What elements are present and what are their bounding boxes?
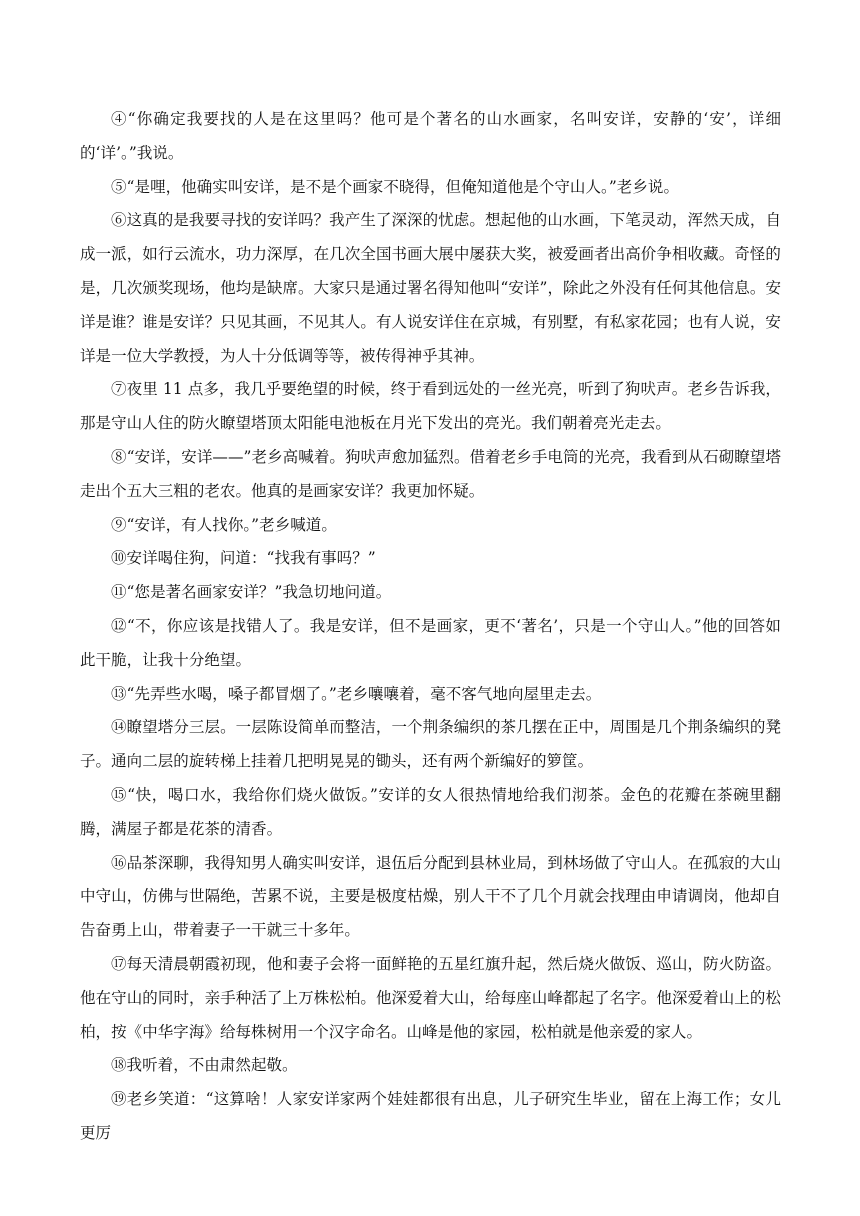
paragraph-15: ⑮“快，喝口水，我给你们烧火做饭。”安详的女人很热情地给我们沏茶。金色的花瓣在茶碗里翻腾，满屋子都是花茶的清香。 (80, 785, 781, 838)
paragraph-5: ⑤“是哩，他确实叫安详，是不是个画家不晓得，但俺知道他是个守山人。”老乡说。 (111, 177, 680, 196)
paragraph-9: ⑨“安详，有人找你。”老乡喊道。 (111, 515, 337, 534)
paragraph-13: ⑬“先弄些水喝，嗓子都冒烟了。”老乡嚷嚷着，毫不客气地向屋里走去。 (111, 684, 602, 703)
paragraph-17: ⑰每天清晨朝霞初现，他和妻子会将一面鲜艳的五星红旗升起，然后烧火做饭、巡山，防火防盗。他在守山的同时，亲手种活了上万株松柏。他深爱着大山，给每座山峰都起了名字。他深爱着山上的松柏，按《中华字海》给每株树用一个汉字命名。山峰是他的家园，松柏就是他亲爱的家人。 (80, 954, 781, 1041)
paragraph-8: ⑧“安详，安详——”老乡高喊着。狗吠声愈加猛烈。借着老乡手电筒的光亮，我看到从石砌瞭望塔走出个五大三粗的老农。他真的是画家安详？我更加怀疑。 (80, 447, 781, 500)
paragraph-10: ⑩安详喝住狗，问道：“找我有事吗？” (111, 549, 376, 568)
paragraph-7: ⑦夜里 11 点多，我几乎要绝望的时候，终于看到远处的一丝光亮，听到了狗吠声。老乡告诉我，那是守山人住的防火瞭望塔顶太阳能电池板在月光下发出的亮光。我们朝着亮光走去。 (80, 380, 781, 433)
paragraph-12: ⑫“不，你应该是找错人了。我是安详，但不是画家，更不‘著名’，只是一个守山人。”他的回答如此干脆，让我十分绝望。 (80, 616, 781, 669)
paragraph-6: ⑥这真的是我要寻找的安详吗？我产生了深深的忧虑。想起他的山水画，下笔灵动，浑然天成，自成一派，如行云流水，功力深厚，在几次全国书画大展中屡获大奖，被爱画者出高价争相收藏。奇怪的是，几次颁奖现场，他均是缺席。大家只是通过署名得知他叫“安详”，除此之外没有任何其他信息。安详是谁？谁是安详？只见其画，不见其人。有人说安详住在京城，有别墅，有私家花园；也有人说，安详是一位大学教授，为人十分低调等等，被传得神乎其神。 (80, 211, 781, 365)
paragraph-19: ⑲老乡笑道：“这算啥！人家安详家两个娃娃都很有出息，儿子研究生毕业，留在上海工作；女儿更厉 (80, 1090, 781, 1142)
paragraph-11: ⑪“您是著名画家安详？”我急切地问道。 (111, 583, 392, 602)
paragraph-16: ⑯品茶深聊，我得知男人确实叫安详，退伍后分配到县林业局，到林场做了守山人。在孤寂的大山中守山，仿佛与世隔绝，苦累不说，主要是极度枯燥，别人干不了几个月就会找理由申请调岗，他却自告奋勇上山，带着妻子一干就三十多年。 (80, 853, 781, 940)
paragraph-14: ⑭瞭望塔分三层。一层陈设简单而整洁，一个荆条编织的茶几摆在正中，周围是几个荆条编织的凳子。通向二层的旋转梯上挂着几把明晃晃的锄头，还有两个新编好的箩筐。 (80, 718, 781, 771)
article-body (80, 103, 781, 1151)
paragraph-18: ⑱我听着，不由肃然起敬。 (111, 1056, 298, 1075)
paragraph-4: ④“你确定我要找的人是在这里吗？他可是个著名的山水画家，名叫安详，安静的‘安’，详细的‘详’。”我说。 (80, 110, 781, 162)
